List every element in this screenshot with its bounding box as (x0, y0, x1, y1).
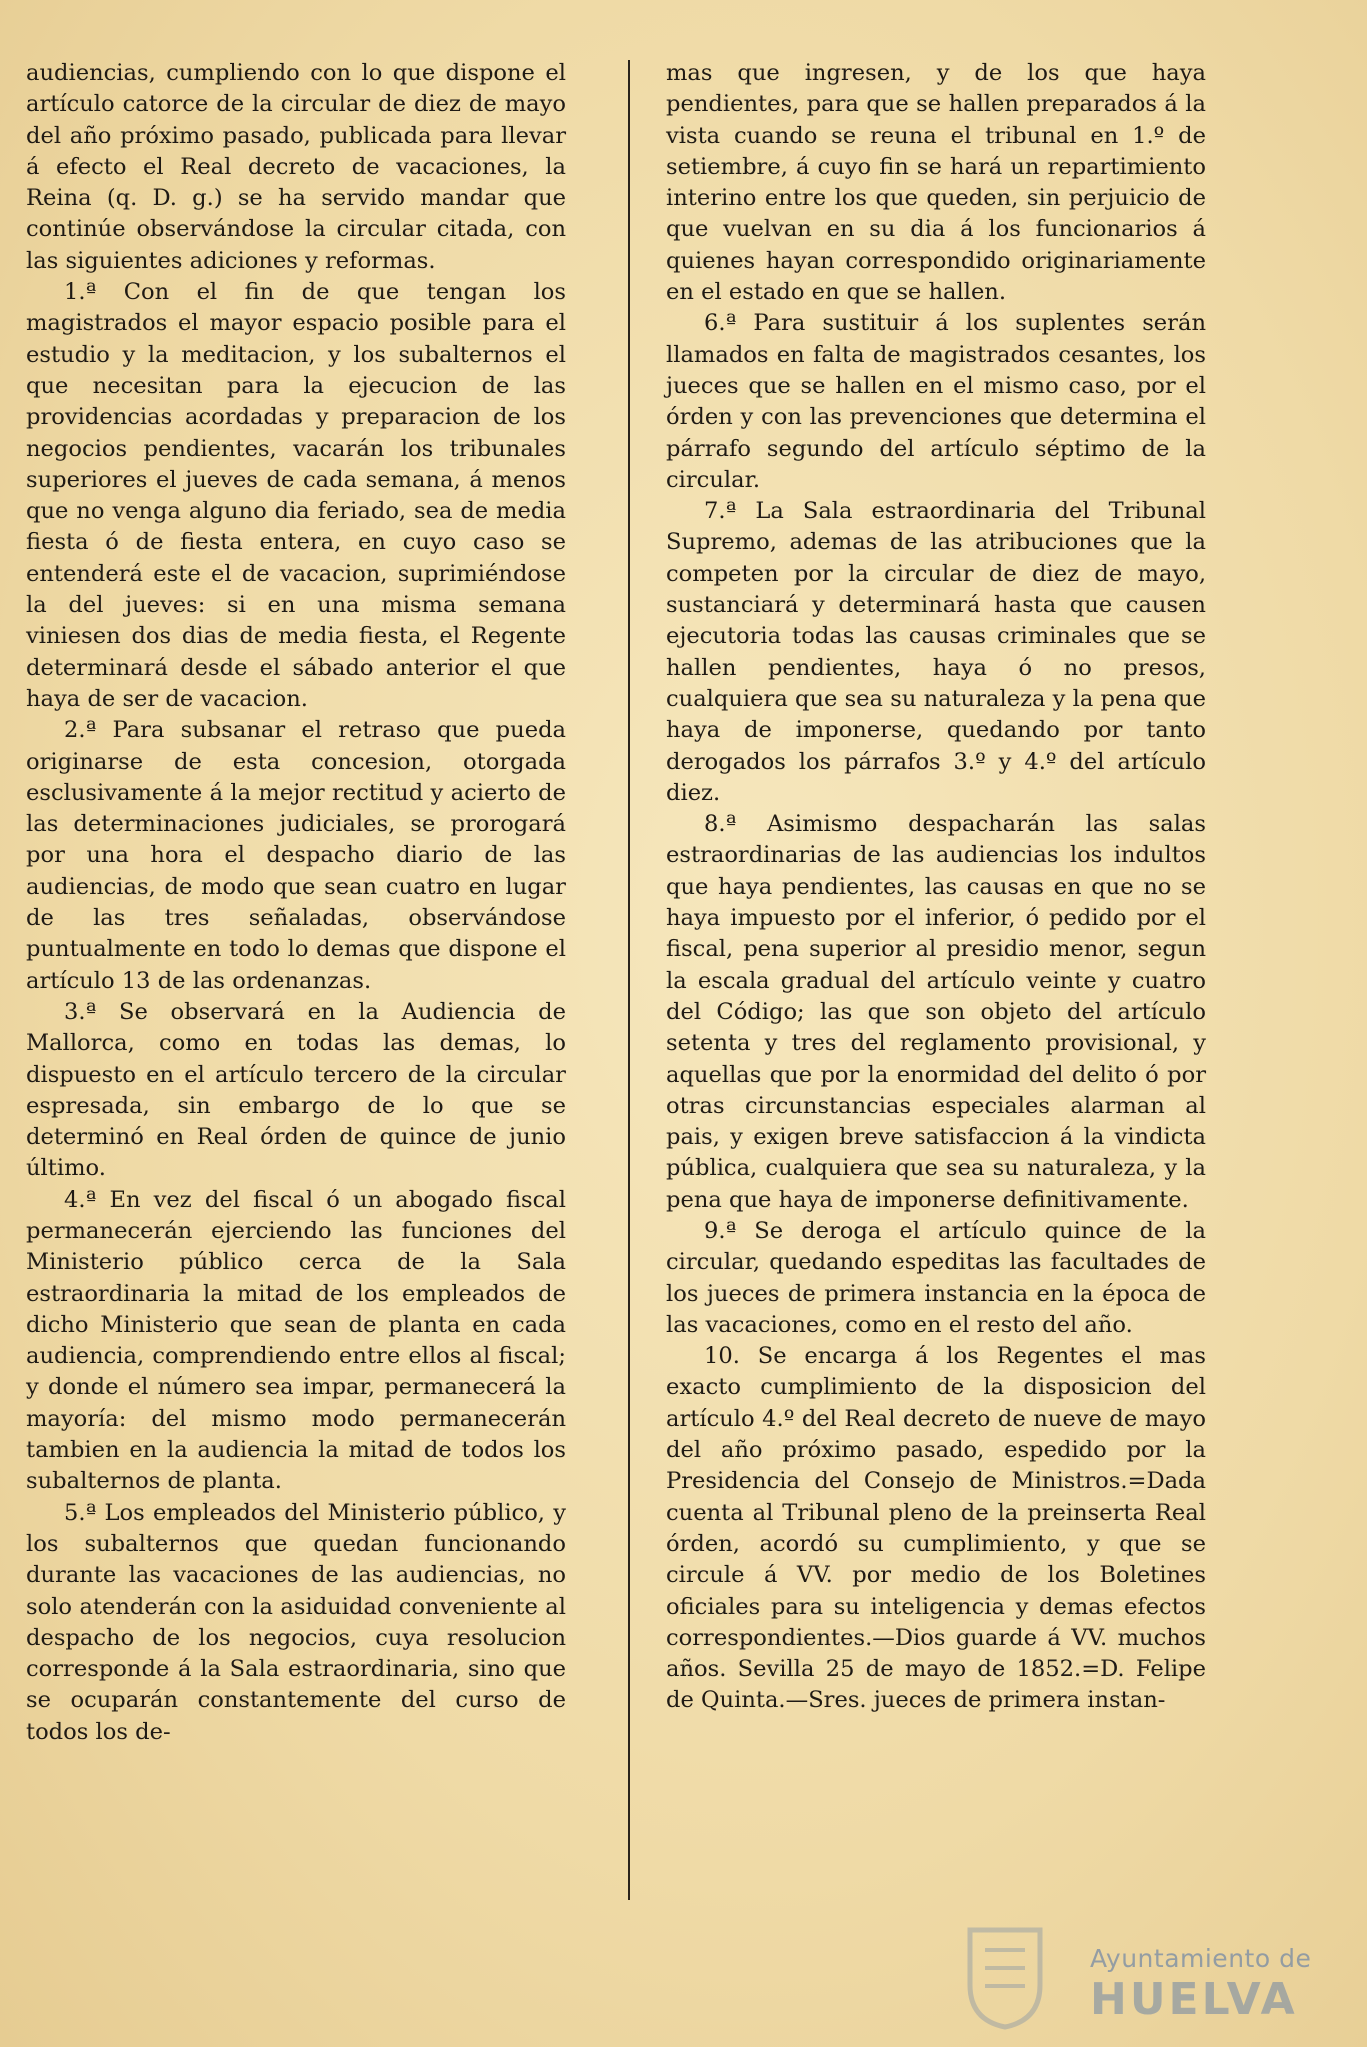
paragraph-article-7: 7.ª La Sala estraordinaria del Tribunal Supremo, ademas de las atribuciones que la competen por la circular de diez de mayo, sustanciará y determinará hasta que causen ejecutoria todas las causas criminales que se hallen pendientes, haya ó no presos, cualquiera que sea su naturaleza y la pena que haya de imponerse, quedando por tanto derogados los párrafos 3.º y 4.º del artículo diez. (666, 498, 1206, 806)
paragraph-article-8: 8.ª Asimismo despacharán las salas estraordinarias de las audiencias los indultos que haya pendientes, las causas en que no se haya impuesto por el inferior, ó pedido por el fiscal, pena superior al presidio menor, segun la escala gradual del artículo veinte y cuatro del Código; las que son objeto del artículo setenta y tres del reglamento provisional, y aquellas que por la enormidad del delito ó por otras circunstancias especiales alarman al pais, y exigen breve satisfaccion á la vindicta pública, cualquiera que sea su naturaleza, y la pena que haya de imponerse definitivamente. (666, 811, 1206, 1213)
paragraph-article-6: 6.ª Para sustituir á los suplentes serán llamados en falta de magistrados cesantes, los jueces que se hallen en el mismo caso, por el órden y con las prevenciones que determina el párrafo segundo del artículo séptimo de la circular. (666, 310, 1206, 493)
watermark-line-1: Ayuntamiento de (1090, 1944, 1312, 1973)
paragraph-article-2: 2.ª Para subsanar el retraso que pueda originarse de esta concesion, otorgada esclusivamente á la mejor rectitud y acierto de las determinaciones judiciales, se prorogará por una hora el despacho diario de las audiencias, de modo que sean cuatro en lugar de las tres señaladas, observándose puntualmente en todo lo demas que dispone el artículo 13 de las ordenanzas. (26, 717, 566, 994)
left-column (26, 58, 566, 1748)
paragraph-continuation: mas que ingresen, y de los que haya pendientes, para que se hallen preparados á la vista cuando se reuna el tribunal en 1.º de setiembre, á cuyo fin se hará un repartimiento interino entre los que queden, sin perjuicio de que vuelvan en su dia á los funcionarios á quienes hayan correspondido originariamente en el estado en que se hallen. (666, 60, 1206, 306)
paragraph-article-1: 1.ª Con el fin de que tengan los magistrados el mayor espacio posible para el estudio y la meditacion, y los subalternos el que necesitan para la ejecucion de las providencias acordadas y preparacion de los negocios pendientes, vacarán los tribunales superiores el jueves de cada semana, á menos que no venga alguno dia feriado, sea de media fiesta ó de fiesta entera, en cuyo caso se entenderá este el de vacacion, suprimiéndose la del jueves: si en una misma semana viniesen dos dias de media fiesta, el Regente determinará desde el sábado anterior el que haya de ser de vacacion. (26, 279, 566, 712)
paragraph-article-3: 3.ª Se observará en la Audiencia de Mallorca, como en todas las demas, lo dispuesto en el artículo tercero de la circular espresada, sin embargo de lo que se determinó en Real órden de quince de junio último. (26, 998, 566, 1182)
paragraph-article-4: 4.ª En vez del fiscal ó un abogado fiscal permanecerán ejerciendo las funciones del Ministerio público cerca de la Sala estraordinaria la mitad de los empleados de dicho Ministerio que sean de planta en cada audiencia, comprendiendo entre ellos al fiscal; y donde el número sea impar, permanecerá la mayoría: del mismo modo permanecerán tambien en la audiencia la mitad de todos los subalternos de planta. (26, 1186, 566, 1495)
paragraph-article-10: 10. Se encarga á los Regentes el mas exacto cumplimiento de la disposicion del artículo 4.º del Real decreto de nueve de mayo del año próximo pasado, espedido por la Presidencia del Consejo de Ministros.=Dada cuenta al Tribunal pleno de la preinserta Real órden, acordó su cumplimiento, y que se circule á VV. por medio de los Boletines oficiales para su inteligencia y demas efectos correspondientes.—Dios guarde á VV. muchos años. Sevilla 25 de mayo de 1852.=D. Felipe de Quinta.—Sres. jueces de primera instan- (666, 1343, 1206, 1714)
right-column (666, 58, 1206, 1717)
watermark-line-2: HUELVA (1090, 1974, 1298, 2025)
paragraph-article-5: 5.ª Los empleados del Ministerio público, y los subalternos que quedan funcionando durante las vacaciones de las audiencias, no solo atenderán con la asiduidad conveniente al despacho de los negocios, cuya resolucion corresponde á la Sala estraordinaria, sino que se ocuparán constantemente del curso de todos los de- (26, 1499, 566, 1745)
paragraph-article-9: 9.ª Se deroga el artículo quince de la circular, quedando espeditas las facultades de los jueces de primera instancia en la época de las vacaciones, como en el resto del año. (666, 1217, 1206, 1338)
column-divider (628, 60, 630, 1900)
paragraph-intro: audiencias, cumpliendo con lo que dispone el artículo catorce de la circular de diez de mayo del año próximo pasado, publicada para llevar á efecto el Real decreto de vacaciones, la Reina (q. D. g.) se ha servido mandar que continúe observándose la circular citada, con las siguientes adiciones y reformas. (26, 60, 566, 274)
